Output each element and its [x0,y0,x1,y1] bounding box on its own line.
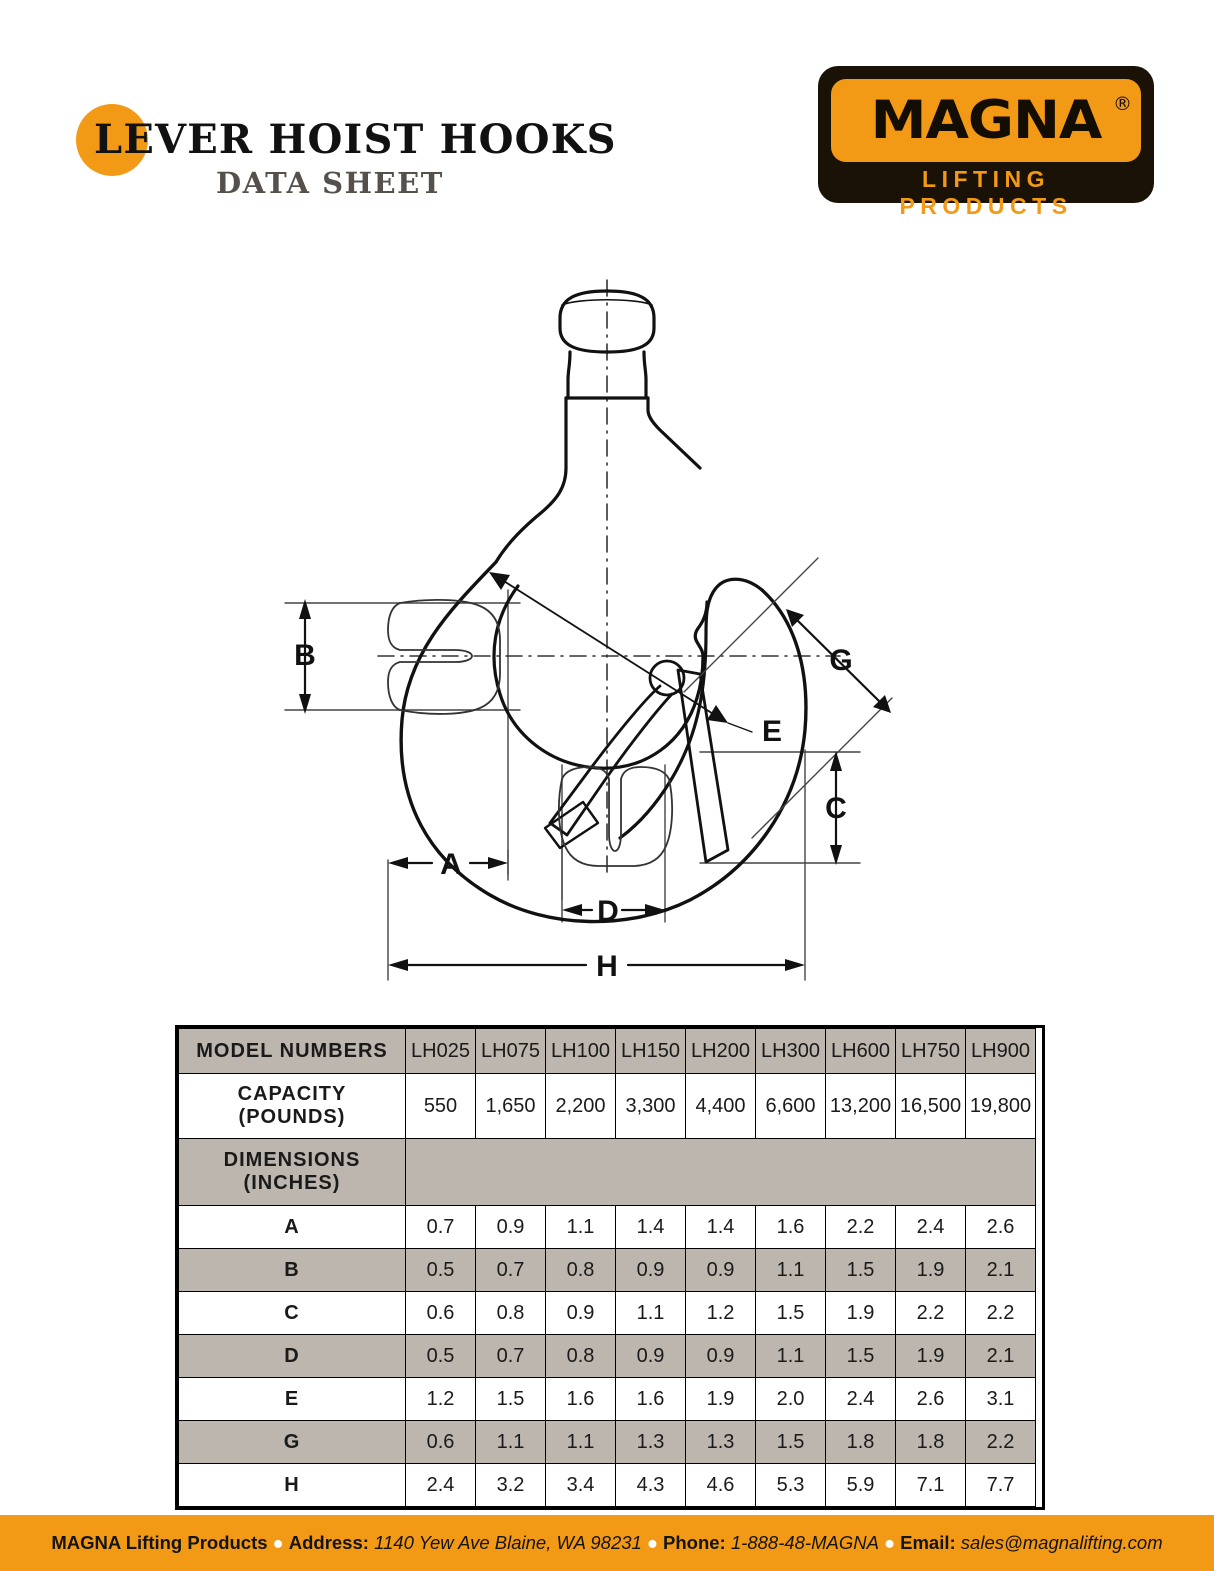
table-row-dim-G [179,1421,1036,1464]
cell-A-0: 0.7 [406,1206,476,1249]
cell-C-1: 0.8 [476,1292,546,1335]
cell-D-5: 1.1 [756,1335,826,1378]
row-label-dim-C: C [179,1292,406,1335]
dimension-label-G: G [829,644,853,677]
row-label-dim-B: B [179,1249,406,1292]
footer-phone-value: 1-888-48-MAGNA [730,1532,879,1553]
cell-model-5: LH300 [756,1029,826,1074]
cell-D-8: 2.1 [966,1335,1036,1378]
cell-C-4: 1.2 [686,1292,756,1335]
cell-capacity-5: 6,600 [756,1074,826,1139]
cell-A-5: 1.6 [756,1206,826,1249]
cell-H-7: 7.1 [896,1464,966,1507]
table-row-dim-A [179,1206,1036,1249]
page-subtitle: DATA SHEET [216,166,444,200]
cell-E-2: 1.6 [546,1378,616,1421]
dimension-label-H: H [596,950,618,983]
row-label-capacity-line1: CAPACITY [237,1083,347,1105]
specifications-table-wrapper [178,1028,1036,1507]
logo-tagline: LIFTING PRODUCTS [899,166,1073,219]
cell-D-1: 0.7 [476,1335,546,1378]
cell-A-7: 2.4 [896,1206,966,1249]
hook-dimension-diagram [0,250,1214,1010]
cell-G-7: 1.8 [896,1421,966,1464]
footer-company: MAGNA Lifting Products [51,1532,268,1553]
page-title: LEVER HOIST HOOKS [94,116,617,163]
cell-capacity-1: 1,650 [476,1074,546,1139]
cell-G-0: 0.6 [406,1421,476,1464]
cell-B-5: 1.1 [756,1249,826,1292]
cell-E-4: 1.9 [686,1378,756,1421]
cell-capacity-3: 3,300 [616,1074,686,1139]
cell-D-2: 0.8 [546,1335,616,1378]
cell-B-7: 1.9 [896,1249,966,1292]
footer-address-label: Address: [288,1532,369,1553]
cell-model-3: LH150 [616,1029,686,1074]
cell-D-7: 1.9 [896,1335,966,1378]
cell-C-7: 2.2 [896,1292,966,1335]
cell-G-3: 1.3 [616,1421,686,1464]
cell-G-8: 2.2 [966,1421,1036,1464]
row-label-dim-G: G [179,1421,406,1464]
table-row-dim-E [179,1378,1036,1421]
cell-G-5: 1.5 [756,1421,826,1464]
table-row-dimensions-header [179,1139,1036,1206]
cell-model-1: LH075 [476,1029,546,1074]
row-label-dimensions [179,1139,406,1206]
cell-A-3: 1.4 [616,1206,686,1249]
row-label-capacity-line2: (POUNDS) [238,1106,346,1128]
cell-D-0: 0.5 [406,1335,476,1378]
row-label-dim-E: E [179,1378,406,1421]
cell-model-7: LH750 [896,1029,966,1074]
cell-C-2: 0.9 [546,1292,616,1335]
cell-E-0: 1.2 [406,1378,476,1421]
cell-H-3: 4.3 [616,1464,686,1507]
row-label-model-numbers: MODEL NUMBERS [179,1029,406,1074]
row-label-dim-H: H [179,1464,406,1507]
cell-A-4: 1.4 [686,1206,756,1249]
row-label-dim-A: A [179,1206,406,1249]
cell-E-5: 2.0 [756,1378,826,1421]
dimension-label-C: C [825,792,847,825]
cell-A-1: 0.9 [476,1206,546,1249]
row-label-dimensions-line1: DIMENSIONS [223,1149,361,1171]
cell-C-5: 1.5 [756,1292,826,1335]
cell-model-2: LH100 [546,1029,616,1074]
dimensions-header-spacer [406,1139,1036,1206]
cell-C-8: 2.2 [966,1292,1036,1335]
cell-A-2: 1.1 [546,1206,616,1249]
cell-G-6: 1.8 [826,1421,896,1464]
dimension-label-D: D [597,895,619,928]
cell-H-0: 2.4 [406,1464,476,1507]
cell-D-6: 1.5 [826,1335,896,1378]
logo-plate [831,79,1141,162]
footer-email-value: sales@magnalifting.com [960,1532,1163,1553]
cell-B-6: 1.5 [826,1249,896,1292]
row-label-capacity [179,1074,406,1139]
footer-separator-3: ● [883,1532,896,1553]
row-label-dim-D: D [179,1335,406,1378]
table-row-dim-H [179,1464,1036,1507]
cell-capacity-7: 16,500 [896,1074,966,1139]
table-row-dim-D [179,1335,1036,1378]
cell-E-1: 1.5 [476,1378,546,1421]
logo-wordmark: MAGNA [870,90,1102,151]
cell-B-0: 0.5 [406,1249,476,1292]
footer-phone-label: Phone: [663,1532,726,1553]
cell-C-0: 0.6 [406,1292,476,1335]
page-header [0,0,1214,240]
cell-G-4: 1.3 [686,1421,756,1464]
table-row-model-numbers [179,1029,1036,1074]
cell-capacity-2: 2,200 [546,1074,616,1139]
cell-model-4: LH200 [686,1029,756,1074]
dimension-label-E: E [761,715,783,748]
page-footer [0,1515,1214,1571]
cell-E-6: 2.4 [826,1378,896,1421]
cell-model-8: LH900 [966,1029,1036,1074]
magna-logo [818,66,1154,219]
cell-A-6: 2.2 [826,1206,896,1249]
cell-A-8: 2.6 [966,1206,1036,1249]
dimension-label-A: A [440,848,462,881]
footer-address-value: 1140 Yew Ave Blaine, WA 98231 [374,1532,642,1553]
cell-model-0: LH025 [406,1029,476,1074]
specifications-table [178,1028,1036,1507]
footer-email-label: Email: [900,1532,956,1553]
cell-B-8: 2.1 [966,1249,1036,1292]
cell-H-1: 3.2 [476,1464,546,1507]
cell-D-4: 0.9 [686,1335,756,1378]
cell-E-7: 2.6 [896,1378,966,1421]
table-row-dim-B [179,1249,1036,1292]
table-row-capacity [179,1074,1036,1139]
table-row-dim-C [179,1292,1036,1335]
cell-B-2: 0.8 [546,1249,616,1292]
cell-H-6: 5.9 [826,1464,896,1507]
row-label-dimensions-line2: (INCHES) [243,1172,341,1194]
cell-model-6: LH600 [826,1029,896,1074]
footer-separator-1: ● [272,1532,284,1553]
cell-H-4: 4.6 [686,1464,756,1507]
cell-B-1: 0.7 [476,1249,546,1292]
cell-H-8: 7.7 [966,1464,1036,1507]
cell-capacity-4: 4,400 [686,1074,756,1139]
cell-capacity-0: 550 [406,1074,476,1139]
cell-D-3: 0.9 [616,1335,686,1378]
cell-C-6: 1.9 [826,1292,896,1335]
cell-C-3: 1.1 [616,1292,686,1335]
footer-separator-2: ● [646,1532,659,1553]
cell-G-1: 1.1 [476,1421,546,1464]
cell-E-8: 3.1 [966,1378,1036,1421]
registered-trademark-icon: ® [1113,93,1132,115]
cell-G-2: 1.1 [546,1421,616,1464]
cell-H-5: 5.3 [756,1464,826,1507]
cell-B-4: 0.9 [686,1249,756,1292]
cell-B-3: 0.9 [616,1249,686,1292]
cell-capacity-6: 13,200 [826,1074,896,1139]
cell-capacity-8: 19,800 [966,1074,1036,1139]
cell-H-2: 3.4 [546,1464,616,1507]
cell-E-3: 1.6 [616,1378,686,1421]
dimension-label-B: B [294,639,316,672]
footer-contact-line [51,1532,1162,1554]
